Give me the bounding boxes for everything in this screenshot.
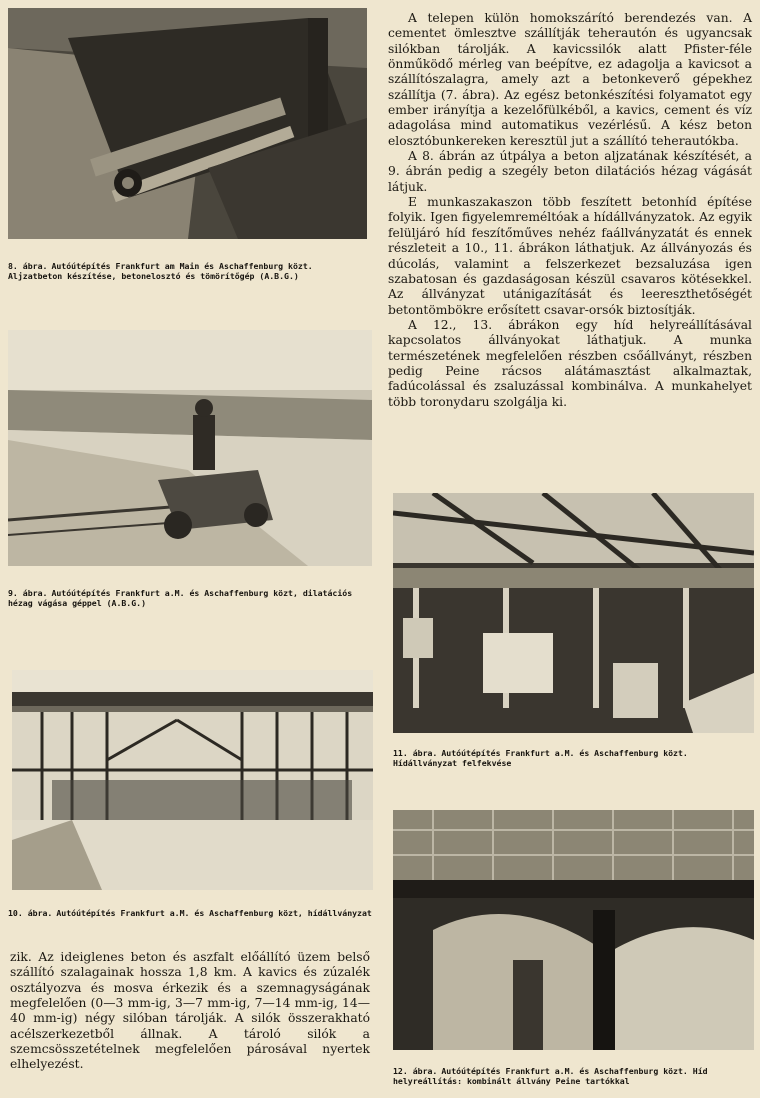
figure-12-caption-text: Autóútépítés Frankfurt a.M. és Aschaffenburg közt. Híd helyreállítás: kombinált állvány Peine tartókkal [393,1066,708,1086]
figure-9-caption-text: Autóútépítés Frankfurt a.M. és Aschaffenburg közt, dilatációs hézag vágása géppel (A.B.G.) [8,588,353,608]
figure-10-caption-text: Autóútépítés Frankfurt a.M. és Aschaffenburg közt, hídállványzat [56,908,372,918]
figure-11-number: 11. ábra. [393,748,438,758]
right-column-text [388,11,752,410]
figure-8-photo [8,8,367,239]
left-column-text [10,950,370,1073]
figure-10-caption [8,908,372,918]
right-paragraph-3: E munkaszakaszon több feszített betonhíd építése folyik. Igen figyelemreméltóak a hídállványzatok. Az egyik felüljáró híd feszítőműves nehéz faállványzatát és ennek részleteit a 10., 11. ábrákon láthatjuk. Az állványozás és dúcolás, valamint a felszerkezet bezsaluzása igen szabatosan és gazdaságosan készül csavaros kötésekkel. Az állványzat utánigazítását és leereszthetőségét betontömbökre erősített csavar-orsók biztosítják. [388,195,752,317]
figure-11-caption-text: Autóútépítés Frankfurt a.M. és Aschaffenburg közt. Hídállványzat felfekvése [393,748,688,768]
figure-10-photo [12,670,373,890]
figure-8-caption [8,261,368,281]
figure-11-caption [393,748,755,768]
figure-9-number: 9. ábra. [8,588,48,598]
right-paragraph-1: A telepen külön homokszárító berendezés van. A cementet ömlesztve szállítják teherautón és ugyancsak silókban tárolják. A kavicssilók alatt Pfister-féle önműködő mérleg van beépítve, ez adagolja a kavicsot a szállítószalagra, amely azt a betonkeverő gépekhez szállítja (7. ábra). Az egész betonkészítési folyamatot egy ember irányítja a kezelőfülkéből, a kavics, cement és víz adagolása mind automatikus vezérlésű. A kész beton elosztóbunkereken keresztül jut a szállító teherautókba. [388,11,752,148]
figure-12-photo [393,810,754,1050]
figure-11-photo [393,493,754,733]
right-paragraph-2: A 8. ábrán az útpálya a beton aljzatának készítését, a 9. ábrán pedig a szegély beton dilatációs hézag vágását látjuk. [388,149,752,194]
figure-9-photo [8,330,372,566]
figure-12-caption [393,1066,755,1086]
figure-9-caption [8,588,372,608]
figure-12-number: 12. ábra. [393,1066,438,1076]
figure-8-caption-text: Autóútépítés Frankfurt am Main és Aschaffenburg közt. Aljzatbeton készítése, betonelosztó és tömörítőgép (A.B.G.) [8,261,313,281]
figure-10-number: 10. ábra. [8,908,53,918]
figure-8-number: 8. ábra. [8,261,48,271]
left-paragraph-1: zik. Az ideiglenes beton és aszfalt előállító üzem belső szállító szalagainak hossza 1,8 km. A kavics és zúzalék osztályozva és mosva érkezik és a szemnagyságának megfelelően (0—3 mm-ig, 3—7 mm-ig, 7—14 mm-ig, 14—40 mm-ig) négy silóban tárolják. A silók összerakható acélszerkezetből állnak. A tároló silók a szemcsösszetételnek megfelelően párosával nyertek elhelyezést. [10,950,370,1072]
right-paragraph-4: A 12., 13. ábrákon egy híd helyreállításával kapcsolatos állványokat láthatjuk. A munka természetének megfelelően részben csőállványt, részben pedig Peine rácsos alátámasztást alkalmaztak, fadúcolással és zsaluzással kombinálva. A munkahelyet több toronydaru szolgálja ki. [388,317,752,409]
